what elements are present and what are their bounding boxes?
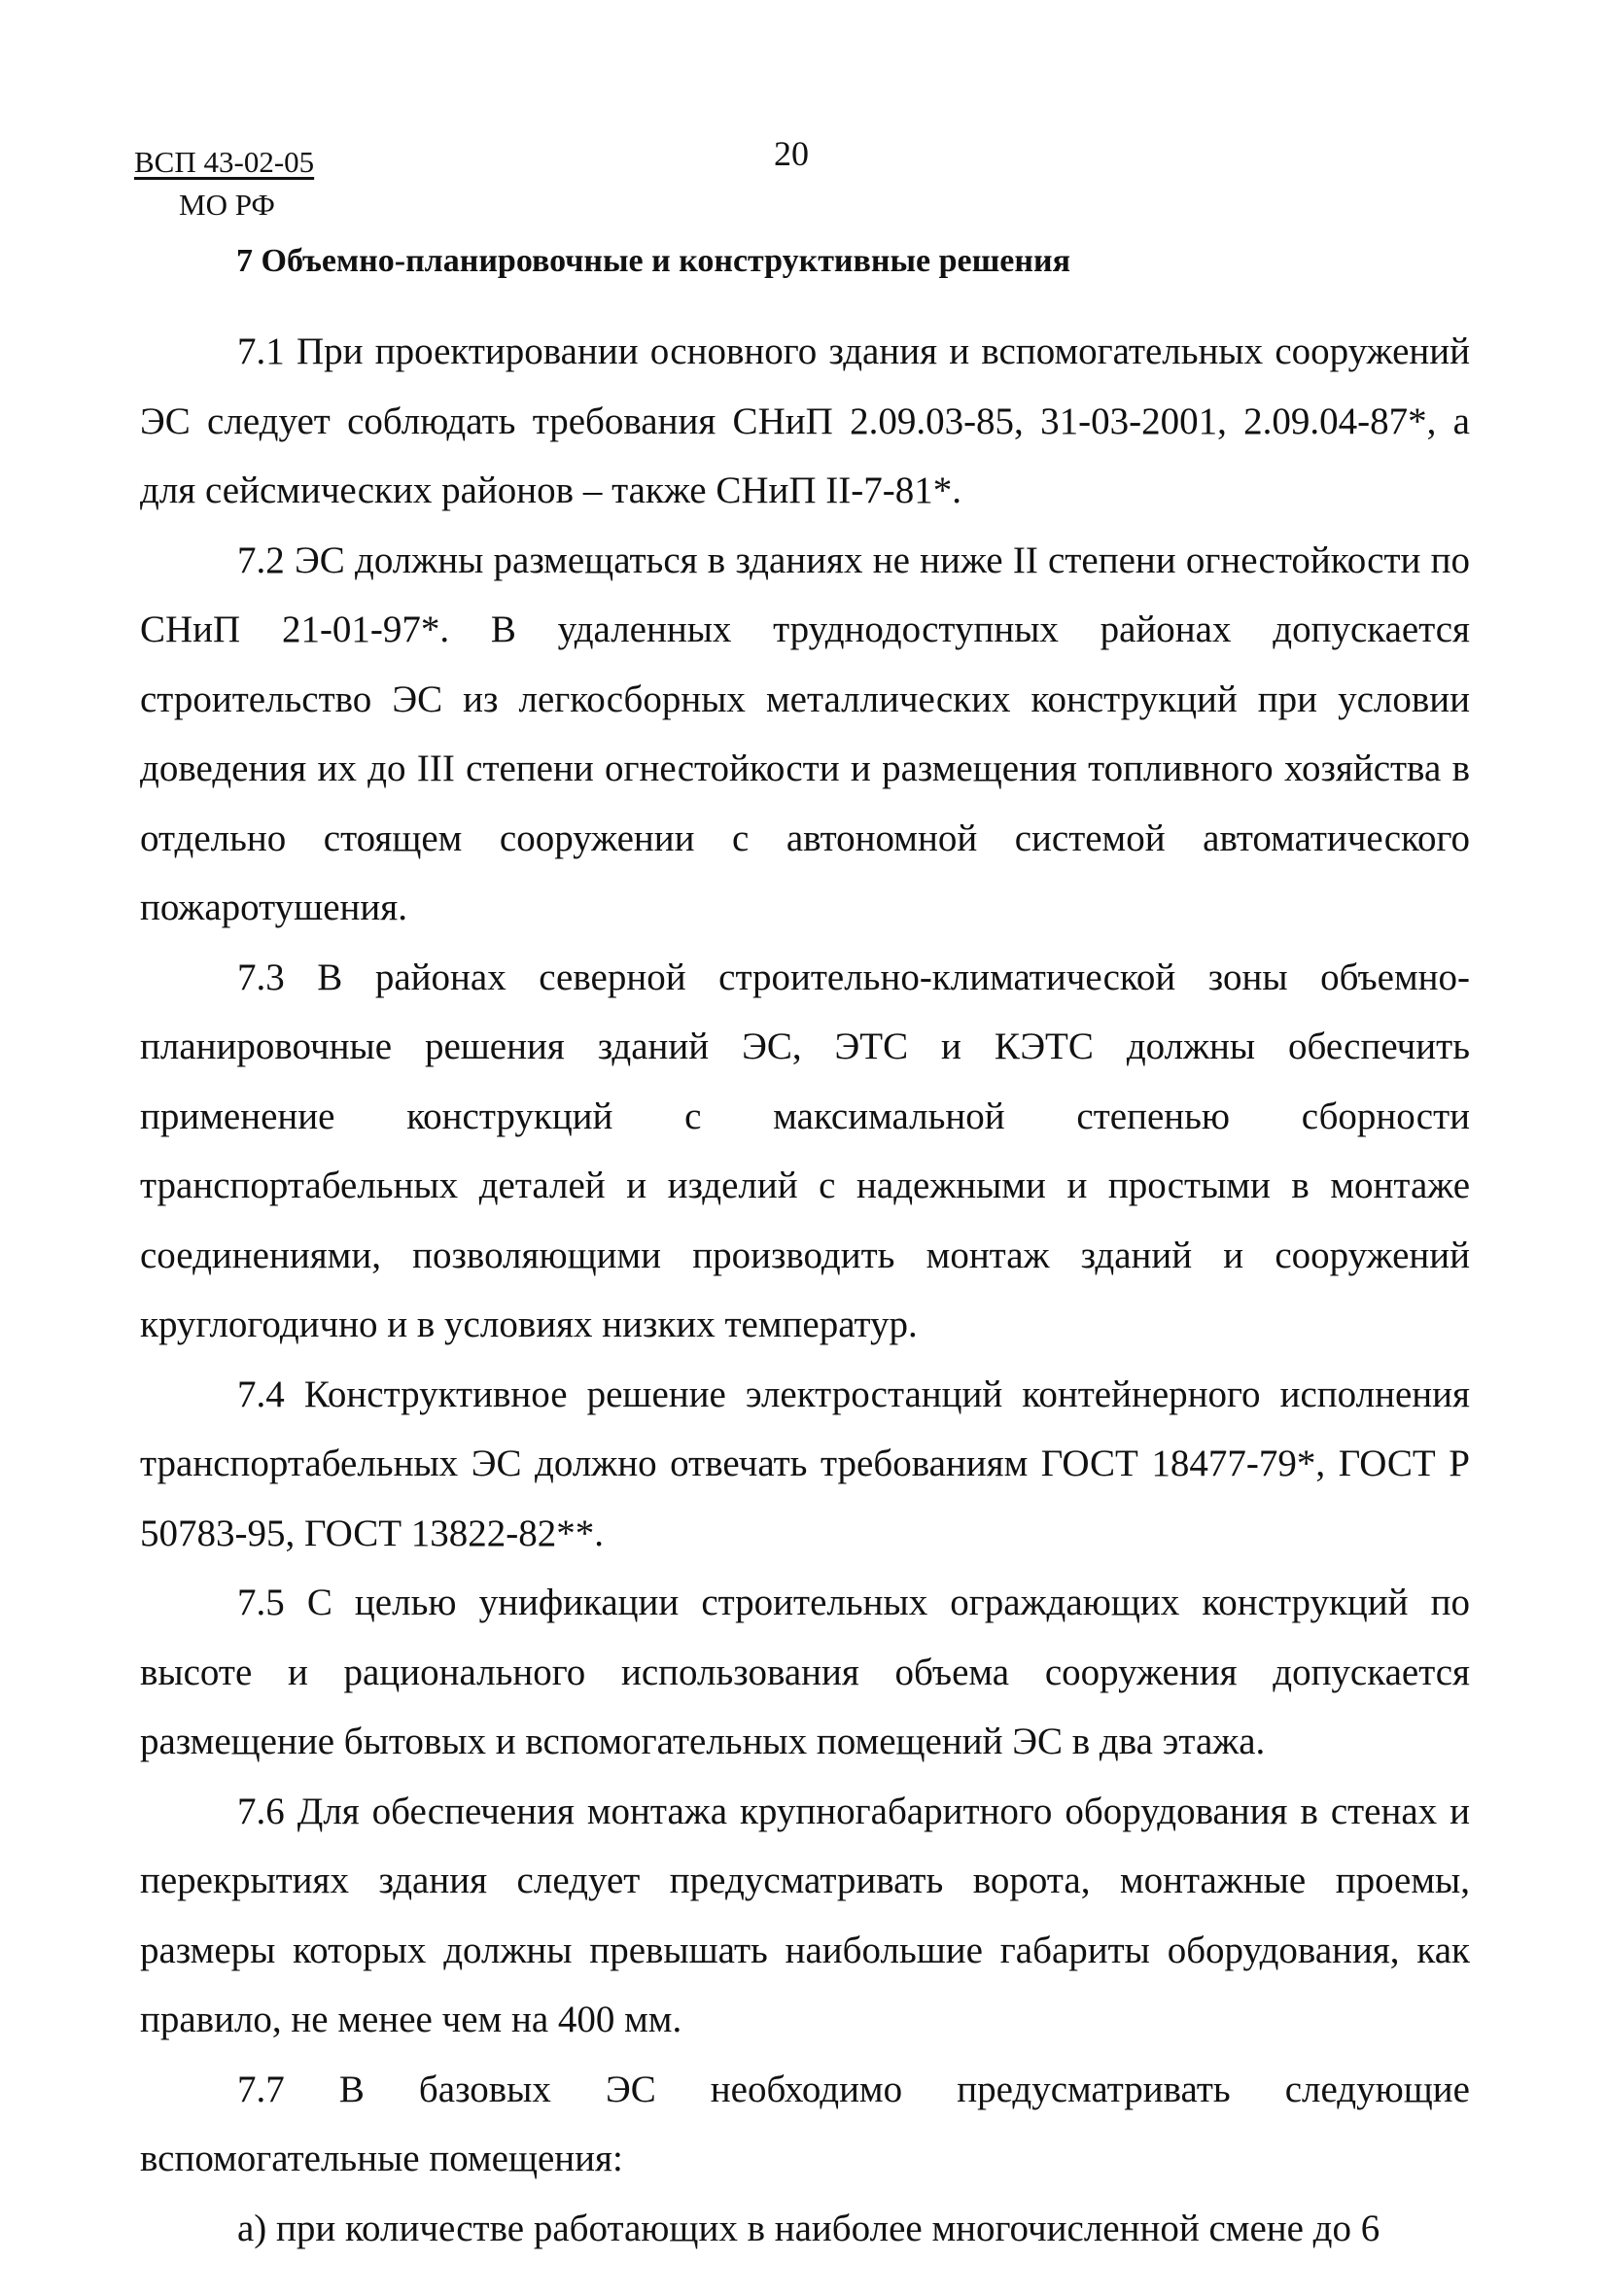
paragraph-7-7: 7.7 В базовых ЭС необходимо предусматривать следующие вспомогательные помещения: [140,2068,1470,2179]
document-code: ВСП 43-02-05 [134,145,315,179]
paragraph-7-3: 7.3 В районах северной строительно-климатической зоны объемно-планировочные решения зданий ЭС, ЭТС и КЭТС должны обеспечить применение конструкций с максимальной степенью сборности транспортабельных деталей и изделий с надежными и простыми в монтаже соединениями, позволяющими производить монтаж зданий и сооружений круглогодично и в условиях низких температур. [140,956,1470,1345]
page-number: 20 [774,134,809,173]
section-heading: 7 Объемно-планировочные и конструктивные решения [236,243,1070,279]
paragraph-7-5: 7.5 С целью унификации строительных ограждающих конструкций по высоте и рационального использования объема сооружения допускается размещение бытовых и вспомогательных помещений ЭС в два этажа. [140,1582,1470,1762]
paragraph-7-7-a: а) при количестве работающих в наиболее многочисленной смене до 6 [237,2207,1380,2249]
document-body [140,317,1470,2263]
paragraph-7-4: 7.4 Конструктивное решение электростанций контейнерного исполнения транспортабельных ЭС должно отвечать требованиям ГОСТ 18477-79*, ГОСТ Р 50783-95, ГОСТ 13822-82**. [140,1373,1470,1554]
paragraph-7-1: 7.1 При проектировании основного здания и вспомогательных сооружений ЭС следует соблюдать требования СНиП 2.09.03-85, 31-03-2001, 2.09.04-87*, а для сейсмических районов – также СНиП II-7-81*. [140,330,1470,511]
document-organization: МО РФ [179,188,275,222]
paragraph-7-2: 7.2 ЭС должны размещаться в зданиях не ниже II степени огнестойкости по СНиП 21-01-97*. В удаленных труднодоступных районах допускается строительство ЭС из легкосборных металлических конструкций при условии доведения их до III степени огнестойкости и размещения топливного хозяйства в отдельно стоящем сооружении с автономной системой автоматического пожаротушения. [140,539,1470,928]
paragraph-7-6: 7.6 Для обеспечения монтажа крупногабаритного оборудования в стенах и перекрытиях здания следует предусматривать ворота, монтажные проемы, размеры которых должны превышать наибольшие габариты оборудования, как правило, не менее чем на 400 мм. [140,1790,1470,2040]
